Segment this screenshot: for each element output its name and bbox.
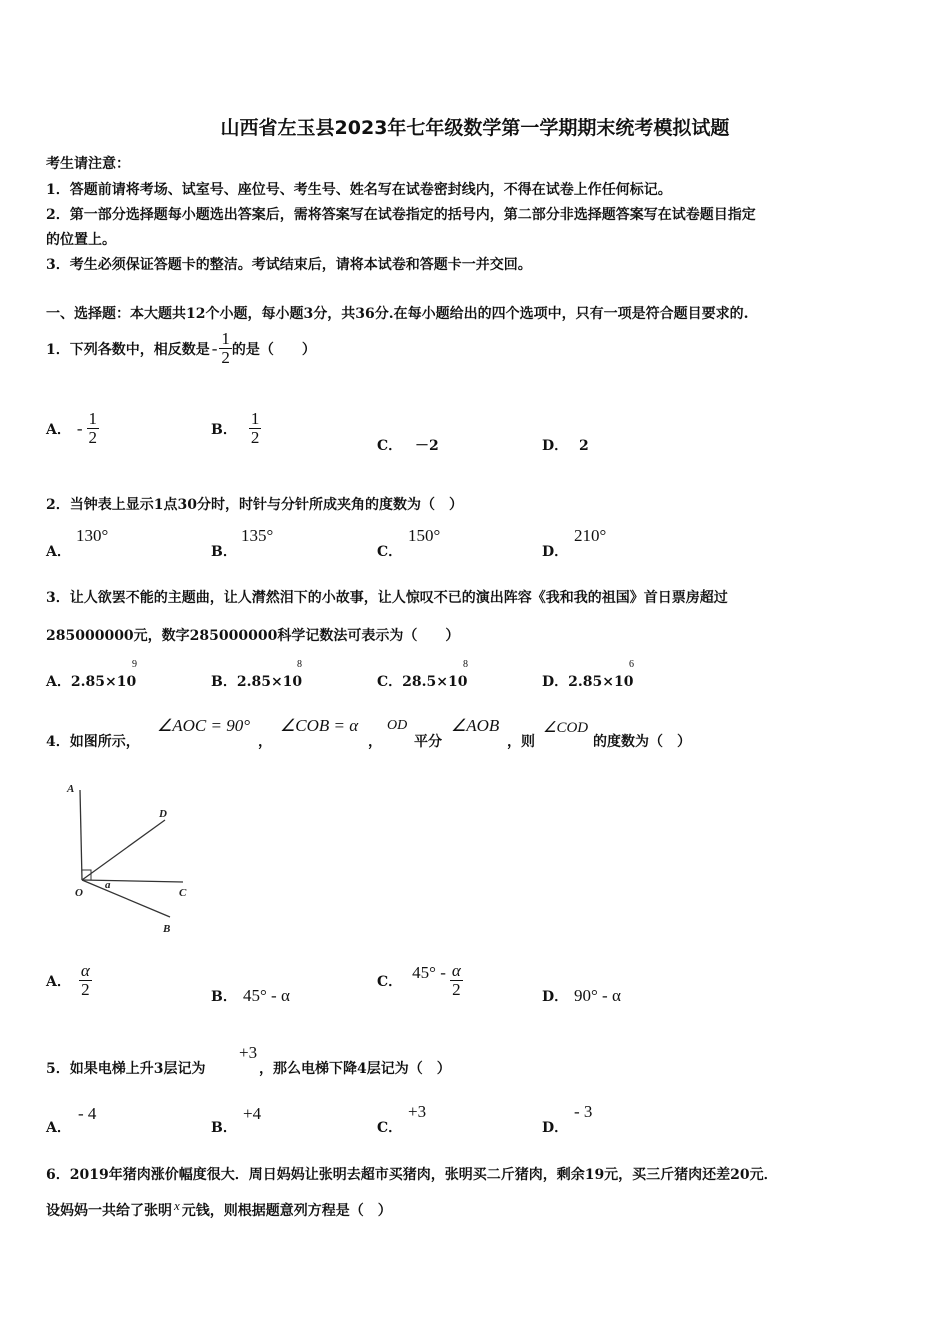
- question-3-stem-2: 285000000元，数字285000000科学记数法可表示为（ ）: [46, 628, 460, 644]
- q1-a-fraction: [87, 410, 100, 447]
- numerator: α: [451, 961, 461, 980]
- denominator: 2: [452, 980, 461, 999]
- q4-option-d-value: 90° - α: [574, 986, 621, 1005]
- page-title: 山西省左玉县2023年七年级数学第一学期期末统考模拟试题: [220, 117, 730, 139]
- label-a: A: [67, 783, 75, 795]
- q4-option-a: [46, 962, 92, 999]
- q1-suffix: 的是（ ）: [231, 341, 316, 358]
- q4-suffix: 的度数为（ ）: [593, 734, 691, 750]
- q2-option-d-label: D．: [542, 544, 569, 560]
- q4-math-od: OD: [387, 718, 408, 733]
- q1-a-sign: -: [76, 418, 83, 438]
- q5-option-c-label: C．: [377, 1120, 403, 1136]
- q4-math-aob: ∠AOB: [451, 716, 500, 735]
- notice-item-2-cont: 的位置上。: [46, 232, 116, 248]
- q3-option-b-exponent: 8: [297, 659, 302, 670]
- q1-fraction: [219, 330, 232, 367]
- denominator: 2: [81, 980, 90, 999]
- option-label: A．: [46, 421, 71, 438]
- option-label: C．: [377, 438, 403, 454]
- q1-denominator: 2: [221, 348, 230, 367]
- option-value: 2.85×10: [70, 674, 137, 690]
- q3-option-a-exponent: 9: [132, 659, 137, 670]
- label-alpha: a: [105, 879, 111, 891]
- q1-option-c: [377, 435, 439, 455]
- q4-prefix: 4．如图所示，: [46, 734, 140, 750]
- option-value: 2.85×10: [236, 674, 303, 690]
- notice-item-2: 2．第一部分选择题每小题选出答案后，需将答案写在试卷指定的括号内，第二部分非选择题答案写在试卷题目指定: [46, 207, 756, 223]
- q3-option-c-exponent: 8: [463, 659, 468, 670]
- q4-comma-1: ，: [258, 734, 272, 750]
- option-label: D．: [542, 674, 569, 690]
- q4-option-b-label: B．: [211, 989, 237, 1005]
- q2-option-b-value: 135°: [241, 526, 274, 545]
- numerator: 1: [88, 409, 98, 428]
- q4-option-b-value: 45° - α: [243, 986, 290, 1005]
- q5-suffix: ，那么电梯下降4层记为（ ）: [259, 1061, 451, 1077]
- option-label: A．: [46, 973, 71, 990]
- option-label: D．: [542, 438, 569, 454]
- option-label: B．: [211, 421, 237, 438]
- q1-neg-sign: -: [211, 338, 218, 358]
- q4-math-cob: ∠COB = α: [280, 716, 359, 735]
- question-2-stem: 2．当钟表上显示1点30分时，时针与分针所成夹角的度数为（ ）: [46, 497, 463, 513]
- q1-numerator: 1: [221, 329, 230, 348]
- q6-stem-part-2: 元钱，则根据题意列方程是（ ）: [181, 1203, 392, 1219]
- q5-option-b-value: +4: [243, 1104, 262, 1123]
- q4-c-prefix: 45° -: [412, 962, 446, 982]
- ray-od: [82, 820, 165, 880]
- q6-stem-part-1: 设妈妈一共给了张明: [46, 1203, 172, 1219]
- ray-ob: [82, 880, 170, 917]
- q2-option-d-value: 210°: [574, 526, 607, 545]
- option-label: C．: [377, 674, 403, 690]
- q2-option-a-value: 130°: [76, 526, 109, 545]
- q3-option-b: [211, 671, 302, 691]
- q4-comma-2: ，: [368, 734, 382, 750]
- question-6-stem-1: 6．2019年猪肉涨价幅度很大．周日妈妈让张明去超市买猪肉，张明买二斤猪肉，剩余19元，买三斤猪肉还差20元．: [46, 1167, 778, 1183]
- denominator: 2: [88, 428, 98, 447]
- option-value: 2: [579, 438, 589, 454]
- q3-option-d: [542, 671, 633, 691]
- question-1-stem: [46, 330, 316, 367]
- q3-option-a: [46, 671, 136, 691]
- q5-option-a-label: A．: [46, 1120, 71, 1136]
- q5-option-c-value: +3: [408, 1102, 427, 1121]
- q2-option-c-value: 150°: [408, 526, 441, 545]
- q3-option-c: [377, 671, 467, 691]
- q5-prefix: 5．如果电梯上升3层记为: [46, 1061, 206, 1077]
- q4-a-fraction: [79, 962, 92, 999]
- question-6-stem-2: [46, 1200, 392, 1220]
- q5-option-d-value: - 3: [574, 1102, 593, 1121]
- label-c: C: [179, 887, 187, 899]
- q4-math-cod: ∠COD: [543, 720, 589, 736]
- q5-option-a-value: - 4: [78, 1104, 97, 1123]
- q1-option-a: [46, 410, 99, 447]
- q4-text-bisect: 平分: [414, 734, 442, 750]
- option-label: A．: [46, 674, 71, 690]
- numerator: α: [80, 961, 90, 980]
- q5-math-plus3: +3: [239, 1043, 258, 1062]
- notice-item-3: 3．考生必须保证答题卡的整洁。考试结束后，请将本试卷和答题卡一并交回。: [46, 257, 532, 273]
- label-d: D: [159, 808, 167, 820]
- notice-heading: 考生请注意：: [46, 156, 130, 172]
- q4-text-then: ，则: [507, 734, 535, 750]
- q1-option-d: [542, 435, 589, 455]
- q4-c-fraction: [450, 962, 463, 999]
- option-value: 28.5×10: [402, 674, 468, 690]
- label-o: O: [75, 887, 83, 899]
- q4-angle-figure: [55, 775, 205, 940]
- q5-option-d-label: D．: [542, 1120, 569, 1136]
- ray-oa: [80, 790, 82, 880]
- q1-b-fraction: [249, 410, 262, 447]
- question-3-stem-1: 3．让人欲罢不能的主题曲，让人潸然泪下的小故事，让人惊叹不已的演出阵容《我和我的祖国》首日票房超过: [46, 590, 728, 606]
- q4-option-d-label: D．: [542, 989, 569, 1005]
- option-value: －2: [415, 438, 439, 454]
- ray-oc: [82, 880, 183, 882]
- q3-option-d-exponent: 6: [629, 659, 634, 670]
- q6-variable-x: x: [174, 1198, 180, 1213]
- q1-option-b: [211, 410, 261, 447]
- q5-option-b-label: B．: [211, 1120, 237, 1136]
- label-b: B: [163, 923, 171, 935]
- section-heading: 一、选择题：本大题共12个小题，每小题3分，共36分.在每小题给出的四个选项中，只有一项是符合题目要求的.: [46, 306, 749, 322]
- q4-math-aoc: ∠AOC = 90°: [157, 716, 251, 735]
- q4-option-c: [377, 962, 463, 999]
- denominator: 2: [250, 428, 260, 447]
- q1-prefix: 1．下列各数中，相反数是: [46, 341, 210, 358]
- q2-option-b-label: B．: [211, 544, 237, 560]
- numerator: 1: [250, 409, 260, 428]
- option-label: B．: [211, 674, 237, 690]
- q2-option-c-label: C．: [377, 544, 403, 560]
- option-value: 2.85×10: [568, 674, 634, 690]
- notice-item-1: 1．答题前请将考场、试室号、座位号、考生号、姓名写在试卷密封线内，不得在试卷上作任何标记。: [46, 182, 672, 198]
- option-label: C．: [377, 973, 403, 990]
- q2-option-a-label: A．: [46, 544, 71, 560]
